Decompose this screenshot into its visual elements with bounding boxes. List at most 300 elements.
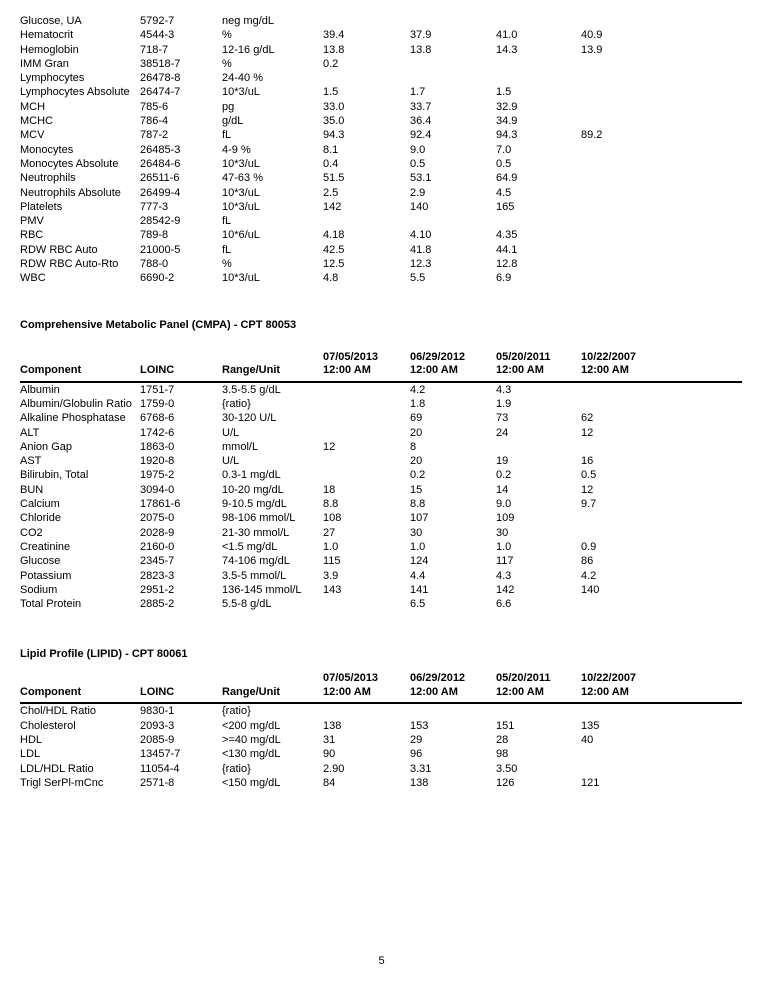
value-cell	[323, 71, 410, 85]
value-cell	[496, 214, 581, 228]
table-row	[20, 214, 742, 228]
loinc-cell: 6768-6	[140, 412, 175, 425]
value-cell	[496, 14, 581, 28]
range-unit-cell: %	[222, 57, 232, 70]
range-unit-cell: <200 mg/dL	[222, 719, 281, 732]
lipid-table	[20, 672, 742, 790]
table-row	[20, 569, 742, 583]
component-cell: RDW RBC Auto-Rto	[20, 258, 119, 271]
value-cell	[581, 157, 742, 171]
loinc-cell: 3094-0	[140, 483, 175, 496]
value-cell: 0.2	[496, 469, 512, 482]
value-cell: 12	[581, 483, 594, 496]
range-unit-cell: 98-106 mmol/L	[222, 512, 296, 525]
value-cell: 0.5	[496, 157, 512, 170]
loinc-cell: 2093-3	[140, 719, 175, 732]
value-cell: 33.7	[410, 100, 432, 113]
value-cell: 4.18	[323, 229, 345, 242]
value-cell: 86	[581, 555, 594, 568]
loinc-cell: 21000-5	[140, 243, 181, 256]
loinc-cell: 2075-0	[140, 512, 175, 525]
component-cell: RDW RBC Auto	[20, 243, 98, 256]
component-cell: Calcium	[20, 498, 60, 511]
value-cell: 0.2	[410, 469, 426, 482]
value-cell: 14	[496, 483, 509, 496]
component-cell: Platelets	[20, 200, 63, 213]
value-cell	[581, 243, 742, 257]
loinc-cell: 5792-7	[140, 15, 175, 27]
value-cell	[323, 382, 410, 397]
range-unit-cell: 10*3/uL	[222, 200, 260, 213]
value-cell: 138	[323, 719, 342, 732]
loinc-cell: 787-2	[140, 129, 169, 142]
loinc-cell: 11054-4	[140, 762, 180, 775]
value-cell: 4.5	[496, 186, 512, 199]
page-number: 5	[378, 955, 385, 967]
cmp-rows	[20, 382, 742, 612]
cbc-rows	[20, 14, 742, 286]
value-cell	[496, 703, 581, 718]
range-unit-cell: <1.5 mg/dL	[222, 540, 278, 553]
table-row	[20, 468, 742, 482]
value-cell: 15	[410, 483, 423, 496]
component-cell: Creatinine	[20, 540, 71, 553]
component-cell: Hematocrit	[20, 29, 74, 42]
value-cell: 9.0	[410, 143, 426, 156]
date-header	[410, 672, 496, 703]
range-unit-cell: 47-63 %	[222, 172, 263, 185]
value-cell: 44.1	[496, 243, 518, 256]
value-cell: 138	[410, 776, 429, 789]
value-cell: 42.5	[323, 243, 345, 256]
value-cell: 98	[496, 748, 509, 761]
table-row	[20, 85, 742, 99]
component-cell: Chol/HDL Ratio	[20, 705, 97, 718]
date-header	[410, 351, 496, 382]
component-cell: Total Protein	[20, 598, 82, 611]
value-cell: 142	[496, 583, 515, 596]
loinc-cell: 13457-7	[140, 748, 181, 761]
table-row	[20, 200, 742, 214]
range-unit-cell: 74-106 mg/dL	[222, 555, 290, 568]
range-unit-cell: U/L	[222, 426, 240, 439]
table-row	[20, 719, 742, 733]
time-label: 12:00 AM	[581, 364, 629, 377]
value-cell	[410, 703, 496, 718]
table-row	[20, 397, 742, 411]
value-cell: 30	[410, 526, 423, 539]
value-cell: 4.2	[581, 569, 597, 582]
date-label: 05/20/2011	[496, 672, 551, 685]
component-cell: RBC	[20, 229, 44, 242]
value-cell: 41.0	[496, 29, 518, 42]
value-cell	[581, 271, 742, 285]
time-label: 12:00 AM	[581, 685, 629, 698]
range-unit-cell: <150 mg/dL	[222, 776, 281, 789]
component-header: Component	[20, 672, 140, 703]
value-cell: 27	[323, 526, 336, 539]
time-label: 12:00 AM	[410, 685, 458, 698]
value-cell	[581, 71, 742, 85]
component-cell: Albumin/Globulin Ratio	[20, 397, 132, 410]
value-cell	[496, 71, 581, 85]
component-cell: MCHC	[20, 115, 53, 128]
value-cell: 4.3	[496, 383, 512, 396]
value-cell: 8.8	[410, 498, 426, 511]
range-unit-cell: 10*6/uL	[222, 229, 260, 242]
range-unit-cell: >=40 mg/dL	[222, 733, 281, 746]
value-cell: 4.2	[410, 383, 426, 396]
range-unit-cell: 9-10.5 mg/dL	[222, 498, 287, 511]
table-row	[20, 57, 742, 71]
value-cell: 12.5	[323, 258, 345, 271]
component-cell: Alkaline Phosphatase	[20, 412, 126, 425]
value-cell: 12	[323, 440, 336, 453]
value-cell: 92.4	[410, 129, 432, 142]
value-cell: 39.4	[323, 29, 345, 42]
value-cell: 6.6	[496, 598, 512, 611]
table-row	[20, 440, 742, 454]
cmp-section-title: Comprehensive Metabolic Panel (CMPA) - CPT 80053	[20, 318, 297, 331]
value-cell: 1.0	[410, 540, 426, 553]
table-row	[20, 382, 742, 397]
component-cell: Neutrophils	[20, 172, 76, 185]
value-cell	[581, 57, 742, 71]
value-cell: 6.5	[410, 598, 426, 611]
range-unit-cell: 30-120 U/L	[222, 412, 277, 425]
value-cell: 89.2	[581, 129, 603, 142]
value-cell: 35.0	[323, 115, 345, 128]
value-cell: 84	[323, 776, 336, 789]
value-cell: 24	[496, 426, 509, 439]
table-row	[20, 14, 742, 28]
value-cell: 33.0	[323, 100, 345, 113]
range-unit-cell: fL	[222, 129, 232, 142]
value-cell: 69	[410, 412, 423, 425]
loinc-cell: 2823-3	[140, 569, 175, 582]
value-cell: 94.3	[496, 129, 518, 142]
value-cell: 0.5	[410, 157, 426, 170]
value-cell: 115	[323, 555, 341, 568]
table-row	[20, 483, 742, 497]
value-cell: 6.9	[496, 272, 512, 285]
value-cell: 31	[323, 733, 336, 746]
time-label: 12:00 AM	[323, 685, 371, 698]
value-cell: 108	[323, 512, 342, 525]
loinc-cell: 26484-6	[140, 157, 181, 170]
value-cell: 4.10	[410, 229, 432, 242]
loinc-cell: 2885-2	[140, 598, 175, 611]
value-cell: 4.4	[410, 569, 426, 582]
value-cell	[323, 703, 410, 718]
table-row	[20, 762, 742, 776]
value-cell	[496, 440, 581, 454]
component-cell: Sodium	[20, 583, 58, 596]
component-cell: MCH	[20, 100, 46, 113]
loinc-cell: 1863-0	[140, 440, 175, 453]
value-cell: 73	[496, 412, 509, 425]
range-unit-cell: mmol/L	[222, 440, 259, 453]
table-row	[20, 747, 742, 761]
value-cell: 3.9	[323, 569, 339, 582]
value-cell: 40.9	[581, 29, 603, 42]
range-unit-cell: 0.3-1 mg/dL	[222, 469, 281, 482]
range-unit-cell: {ratio}	[222, 762, 251, 775]
value-cell	[581, 228, 742, 242]
loinc-cell: 777-3	[140, 200, 169, 213]
table-row	[20, 257, 742, 271]
range-unit-cell: 12-16 g/dL	[222, 43, 275, 56]
value-cell: 64.9	[496, 172, 518, 185]
component-cell: Trigl SerPl-mCnc	[20, 776, 104, 789]
value-cell: 3.50	[496, 762, 518, 775]
date-header	[496, 351, 581, 382]
table-row	[20, 703, 742, 718]
value-cell: 126	[496, 776, 515, 789]
loinc-cell: 786-4	[140, 115, 169, 128]
component-cell: CO2	[20, 526, 43, 539]
component-cell: Anion Gap	[20, 440, 72, 453]
range-unit-cell: 24-40 %	[222, 72, 263, 85]
value-cell: 141	[410, 583, 429, 596]
value-cell	[581, 200, 742, 214]
value-cell: 36.4	[410, 115, 432, 128]
table-row	[20, 597, 742, 611]
value-cell	[323, 597, 410, 611]
value-cell: 32.9	[496, 100, 518, 113]
value-cell: 8.1	[323, 143, 339, 156]
table-row	[20, 583, 742, 597]
range-unit-cell: 3.5-5 mmol/L	[222, 569, 287, 582]
loinc-cell: 2028-9	[140, 526, 175, 539]
lipid-rows	[20, 703, 742, 790]
range-unit-cell: <130 mg/dL	[222, 748, 281, 761]
table-row	[20, 28, 742, 42]
range-unit-header: Range/Unit	[222, 672, 323, 703]
range-unit-cell: %	[222, 258, 232, 271]
value-cell: 28	[496, 733, 509, 746]
component-cell: LDL	[20, 748, 41, 761]
value-cell: 14.3	[496, 43, 518, 56]
component-cell: Glucose	[20, 555, 61, 568]
value-cell: 2.90	[323, 762, 345, 775]
component-cell: Monocytes Absolute	[20, 157, 119, 170]
loinc-cell: 6690-2	[140, 272, 175, 285]
date-label: 06/29/2012	[410, 350, 466, 363]
value-cell: 142	[323, 200, 342, 213]
range-unit-cell: 21-30 mmol/L	[222, 526, 290, 539]
value-cell: 107	[410, 512, 429, 525]
loinc-cell: 789-8	[140, 229, 169, 242]
value-cell: 16	[581, 455, 594, 468]
value-cell	[581, 257, 742, 271]
date-header	[323, 672, 410, 703]
range-unit-cell: %	[222, 29, 232, 42]
value-cell: 3.31	[410, 762, 432, 775]
cbc-table	[20, 14, 742, 286]
value-cell: 7.0	[496, 143, 512, 156]
value-cell: 9.0	[496, 498, 512, 511]
loinc-cell: 2345-7	[140, 555, 175, 568]
table-row	[20, 733, 742, 747]
loinc-cell: 788-0	[140, 258, 169, 271]
value-cell: 29	[410, 733, 423, 746]
table-row	[20, 128, 742, 142]
time-label: 12:00 AM	[323, 364, 371, 377]
value-cell: 9.7	[581, 498, 597, 511]
loinc-cell: 1742-6	[140, 426, 175, 439]
range-unit-cell: 3.5-5.5 g/dL	[222, 383, 281, 396]
cmp-header-row	[20, 351, 742, 382]
value-cell	[581, 511, 742, 525]
value-cell: 1.5	[496, 86, 512, 99]
value-cell: 0.5	[581, 469, 597, 482]
date-header	[581, 672, 742, 703]
component-cell: Potassium	[20, 569, 72, 582]
loinc-cell: 718-7	[140, 43, 169, 56]
value-cell: 20	[410, 455, 423, 468]
range-unit-cell: 10*3/uL	[222, 86, 260, 99]
table-row	[20, 540, 742, 554]
table-row	[20, 554, 742, 568]
time-label: 12:00 AM	[496, 685, 544, 698]
component-cell: WBC	[20, 272, 46, 285]
value-cell	[410, 57, 496, 71]
loinc-cell: 26474-7	[140, 86, 181, 99]
value-cell: 135	[581, 719, 600, 732]
loinc-cell: 2160-0	[140, 540, 175, 553]
loinc-cell: 26499-4	[140, 186, 181, 199]
value-cell: 12.3	[410, 258, 432, 271]
value-cell: 12	[581, 426, 594, 439]
value-cell: 0.4	[323, 157, 339, 170]
loinc-cell: 2951-2	[140, 583, 175, 596]
value-cell	[581, 100, 742, 114]
date-label: 10/22/2007	[581, 672, 637, 685]
value-cell	[496, 57, 581, 71]
value-cell	[581, 143, 742, 157]
range-unit-cell: neg mg/dL	[222, 15, 274, 27]
table-row	[20, 776, 742, 790]
value-cell: 94.3	[323, 129, 345, 142]
loinc-cell: 1975-2	[140, 469, 175, 482]
loinc-header: LOINC	[140, 351, 222, 382]
value-cell: 165	[496, 200, 515, 213]
time-label: 12:00 AM	[496, 364, 544, 377]
value-cell: 124	[410, 555, 429, 568]
loinc-cell: 1759-0	[140, 397, 175, 410]
value-cell: 18	[323, 483, 336, 496]
loinc-header: LOINC	[140, 672, 222, 703]
value-cell: 5.5	[410, 272, 426, 285]
value-cell: 90	[323, 748, 336, 761]
table-row	[20, 157, 742, 171]
loinc-cell: 28542-9	[140, 215, 181, 228]
component-cell: AST	[20, 455, 42, 468]
table-row	[20, 143, 742, 157]
date-label: 07/05/2013	[323, 350, 379, 363]
loinc-cell: 1920-8	[140, 455, 175, 468]
value-cell	[581, 526, 742, 540]
table-row	[20, 71, 742, 85]
value-cell: 53.1	[410, 172, 432, 185]
value-cell: 4.3	[496, 569, 512, 582]
loinc-cell: 1751-7	[140, 383, 175, 396]
table-row	[20, 526, 742, 540]
table-row	[20, 243, 742, 257]
component-cell: Bilirubin, Total	[20, 469, 89, 482]
value-cell: 2.9	[410, 186, 426, 199]
value-cell: 13.8	[410, 43, 432, 56]
range-unit-header: Range/Unit	[222, 351, 323, 382]
value-cell	[581, 114, 742, 128]
lab-results-page	[20, 14, 753, 790]
range-unit-cell: {ratio}	[222, 705, 251, 718]
value-cell	[581, 397, 742, 411]
table-row	[20, 228, 742, 242]
range-unit-cell: U/L	[222, 455, 240, 468]
value-cell: 40	[581, 733, 594, 746]
value-cell: 41.8	[410, 243, 432, 256]
table-row	[20, 271, 742, 285]
lipid-header-row	[20, 672, 742, 703]
value-cell: 1.9	[496, 397, 512, 410]
loinc-cell: 2571-8	[140, 776, 175, 789]
date-header	[323, 351, 410, 382]
loinc-cell: 38518-7	[140, 57, 181, 70]
value-cell: 0.9	[581, 540, 597, 553]
component-header: Component	[20, 351, 140, 382]
value-cell: 13.8	[323, 43, 345, 56]
value-cell: 109	[496, 512, 515, 525]
component-cell: IMM Gran	[20, 57, 69, 70]
range-unit-cell: pg	[222, 100, 235, 113]
table-row	[20, 186, 742, 200]
date-label: 06/29/2012	[410, 672, 466, 685]
component-cell: Glucose, UA	[20, 15, 82, 27]
time-label: 12:00 AM	[410, 364, 458, 377]
value-cell: 0.2	[323, 57, 339, 70]
value-cell: 140	[581, 583, 600, 596]
value-cell: 117	[496, 555, 514, 568]
value-cell: 34.9	[496, 115, 518, 128]
range-unit-cell: fL	[222, 215, 232, 228]
date-header	[496, 672, 581, 703]
value-cell	[581, 186, 742, 200]
component-cell: Monocytes	[20, 143, 74, 156]
value-cell	[581, 382, 742, 397]
value-cell: 1.8	[410, 397, 426, 410]
loinc-cell: 17861-6	[140, 498, 181, 511]
component-cell: LDL/HDL Ratio	[20, 762, 94, 775]
value-cell: 62	[581, 412, 594, 425]
table-row	[20, 426, 742, 440]
component-cell: Albumin	[20, 383, 60, 396]
table-row	[20, 43, 742, 57]
table-row	[20, 497, 742, 511]
date-label: 10/22/2007	[581, 350, 637, 363]
value-cell	[410, 14, 496, 28]
value-cell	[323, 454, 410, 468]
range-unit-cell: 10-20 mg/dL	[222, 483, 284, 496]
date-header	[581, 351, 742, 382]
value-cell: 121	[581, 776, 600, 789]
value-cell: 151	[496, 719, 515, 732]
value-cell: 1.7	[410, 86, 426, 99]
value-cell	[323, 468, 410, 482]
value-cell: 8.8	[323, 498, 339, 511]
loinc-cell: 4544-3	[140, 29, 175, 42]
